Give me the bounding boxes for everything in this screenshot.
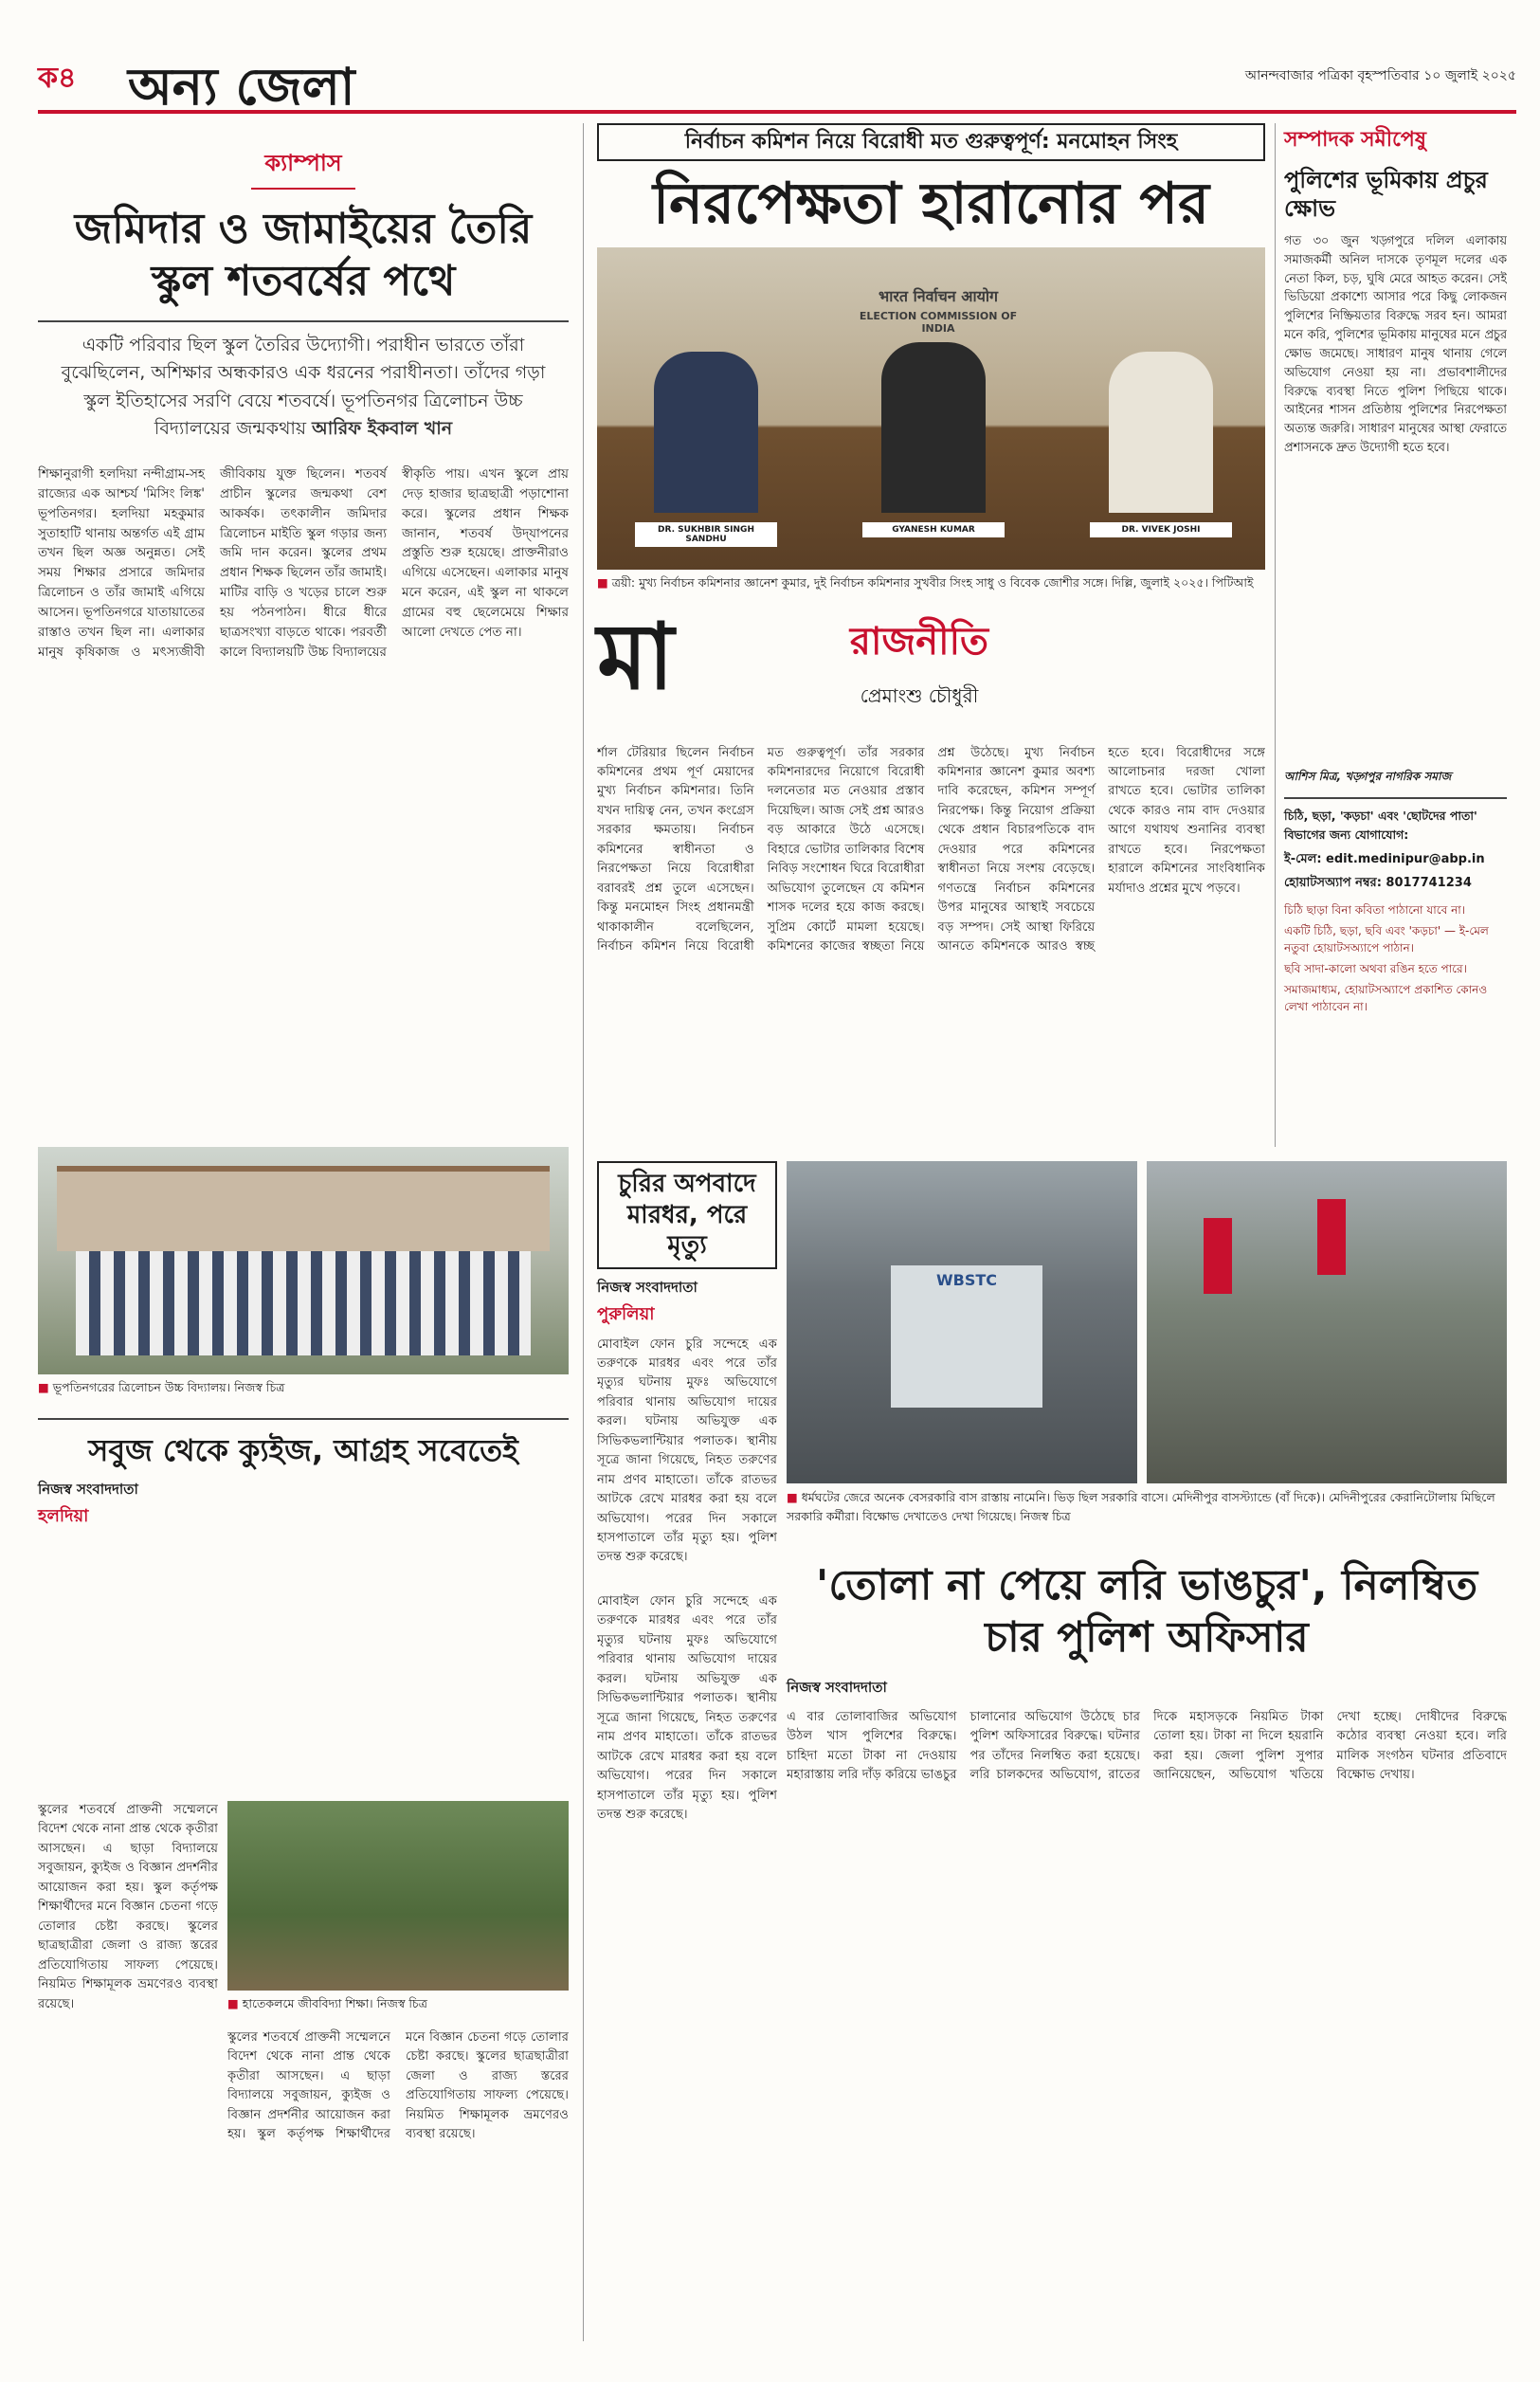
lead-kicker: নির্বাচন কমিশন নিয়ে বিরোধী মত গুরুত্বপূর্ণ: মনমোহন সিংহ	[597, 123, 1265, 161]
lorry-headline: 'তোলা না পেয়ে লরি ভাঙচুর', নিলম্বিত চার পুলিশ অফিসার	[815, 1561, 1478, 1662]
quiz-body: স্কুলের শতবর্ষে প্রাক্তনী সম্মেলনে বিদেশ থেকে নানা প্রান্ত থেকে কৃতীরা আসছেন। এ ছাড়া বিদ্যালয়ে সবুজায়ন, ক্যুইজ ও বিজ্ঞান প্রদর্শনীর আয়োজন করা হয়। স্কুল কর্তৃপক্ষ শিক্ষার্থীদের মনে বিজ্ঞান চেতনা গড়ে তোলার চেষ্টা করছে। স্কুলের ছাত্রছাত্রীরা জেলা ও রাজ্য স্তরের প্রতিযোগিতায় সাফল্য পেয়েছে। নিয়মিত শিক্ষামূলক ভ্রমণেরও ব্যবস্থা রয়েছে।	[38, 1803, 218, 2011]
lorry-story	[787, 1559, 1507, 2337]
theft-byline: নিজস্ব সংবাদদাতা	[597, 1278, 698, 1296]
letters-contact-title: চিঠি, ছড়া, 'কড়চা' এবং 'ছোটদের পাতা' বিভাগের জন্য যোগাযোগ:	[1284, 809, 1477, 842]
campus-headline: জমিদার ও জামাইয়ের তৈরি স্কুল শতবর্ষের পথে	[74, 205, 533, 305]
letters-email[interactable]: ই-মেল: edit.medinipur@abp.in	[1284, 852, 1485, 866]
nameplate-2: GYANESH KUMAR	[862, 522, 1005, 537]
letters-panel	[1284, 123, 1507, 1147]
section-title: অন্য জেলা	[128, 57, 355, 117]
theft-headline: চুরির অপবাদে মারধর, পরে মৃত্যু	[597, 1161, 777, 1269]
nameplate-1: DR. SUKHBIR SINGH SANDHU	[635, 522, 777, 547]
politics-column-box	[815, 611, 1024, 714]
letters-kicker: সম্পাদক সমীপেষু	[1284, 128, 1426, 152]
letters-body: গত ৩০ জুন খড়্গপুরে দলিল এলাকায় সমাজকর্মী অনিল দাসকে তৃণমূল দলের এক নেতা কিল, চড়, ঘুষি মেরে আহত করেন। সেই ভিডিয়ো প্রকাশ্যে আসার পরে কিছু লোকজন পুলিশের নিষ্ক্রিয়তার বিরুদ্ধে সরব হন। আমরা মনে করি, পুলিশের ভূমিকায় মানুষের মনে প্রচুর ক্ষোভ জমেছে। সাধারণ মানুষ থানায় গেলে অভিযোগ নেওয়া হয় না। প্রভাবশালীদের বিরুদ্ধে ব্যবস্থা নিতে পুলিশ পিছিয়ে থাকে। আইনের শাসন প্রতিষ্ঠায় পুলিশের নিরপেক্ষতা অত্যন্ত জরুরি। সাধারণ মানুষের আস্থা ফেরাতে প্রশাসনকে দ্রুত উদ্যোগী হতে হবে।	[1284, 234, 1507, 456]
lead-story	[597, 123, 1265, 1147]
theft-story	[597, 1161, 777, 1583]
masthead	[38, 47, 1516, 117]
letters-headline: পুলিশের ভূমিকায় প্রচুর ক্ষোভ	[1284, 167, 1488, 222]
quiz-body-cont: স্কুলের শতবর্ষে প্রাক্তনী সম্মেলনে বিদেশ থেকে নানা প্রান্ত থেকে কৃতীরা আসছেন। এ ছাড়া বিদ্যালয়ে সবুজায়ন, ক্যুইজ ও বিজ্ঞান প্রদর্শনীর আয়োজন করা হয়। স্কুল কর্তৃপক্ষ শিক্ষার্থীদের মনে বিজ্ঞান চেতনা গড়ে তোলার চেষ্টা করছে। স্কুলের ছাত্রছাত্রীরা জেলা ও রাজ্য স্তরের প্রতিযোগিতায় সাফল্য পেয়েছে। নিয়মিত শিক্ষামূলক ভ্রমণেরও ব্যবস্থা রয়েছে।	[227, 2030, 569, 2142]
campus-author: আরিফ ইকবাল খান	[312, 418, 453, 440]
campus-standfirst: একটি পরিবার ছিল স্কুল তৈরির উদ্যোগী। পরাধীন ভারতে তাঁরা বুঝেছিলেন, অশিক্ষার অন্ধকারও এক ধরনের পরাধীনতা। তাঁদের গড়া স্কুল ইতিহাসের সরণি বেয়ে শতবর্ষে। ভূপতিনগর ত্রিলোচন উচ্চ বিদ্যালয়ের জন্মকথায় আরিফ ইকবাল খান	[61, 335, 546, 440]
theft-body: মোবাইল ফোন চুরি সন্দেহে এক তরুণকে মারধর এবং পরে তাঁর মৃত্যুর ঘটনায় মুফঃ অভিযোগে পরিবার থানায় অভিযোগ দায়ের করল। ঘটনায় অভিযুক্ত এক সিভিকভলান্টিয়ার পলাতক। স্থানীয় সূত্রে জানা গিয়েছে, নিহত তরুণের নাম প্রণব মাহাতো। তাঁকে রাতভর আটকে রেখে মারধর করা হয় বলে অভিযোগ। পরের দিন সকালে হাসপাতালে তাঁর মৃত্যু হয়। পুলিশ তদন্ত শুরু করেছে।	[597, 1336, 777, 1565]
campus-kicker: ক্যাম্পাস	[251, 142, 354, 190]
quiz-photo-caption: ■ হাতেকলমে জীববিদ্যা শিক্ষা। নিজস্ব চিত্র	[227, 1996, 569, 2015]
campus-body: শিক্ষানুরাগী হলদিয়া নন্দীগ্রাম-সহ রাজ্যের এক আশ্চর্য 'মিসিং লিঙ্ক' ভূপতিনগর। হলদিয়া মহকুমার সুতাহাটি থানায় অন্তর্গত এই গ্রাম তখন ছিল অজ্ঞ অনুন্নত। সেই সময় শিক্ষার প্রসারে জমিদার ত্রিলোচন ও তাঁর জামাই এগিয়ে আসেন। ভূপতিনগরে যাতায়াতের রাস্তাও তখন ছিল না। এলাকার মানুষ কৃষিকাজ ও মৎস্যজীবী জীবিকায় যুক্ত ছিলেন। শতবর্ষ প্রাচীন স্কুলের জন্মকথা বেশ আকর্ষক। তৎকালীন জমিদার ত্রিলোচন মাইতি স্কুল গড়ার জন্য জমি দান করেন। স্কুলের প্রথম প্রধান শিক্ষক ছিলেন তাঁর জামাই। মাটির বাড়ি ও খড়ের চালে শুরু হয় পঠনপাঠন। ধীরে ধীরে ছাত্রসংখ্যা বাড়তে থাকে। পরবর্তী কালে বিদ্যালয়টি উচ্চ বিদ্যালয়ের স্বীকৃতি পায়। এখন স্কুলে প্রায় দেড় হাজার ছাত্রছাত্রী পড়াশোনা করে। স্কুলের প্রধান শিক্ষক জানান, শতবর্ষ উদ্‌যাপনের প্রস্তুতি শুরু হয়েছে। প্রাক্তনীরাও এগিয়ে এসেছেন। এলাকার মানুষ মনে করেন, এই স্কুল না থাকলে গ্রামের বহু ছেলেমেয়ে শিক্ষার আলো দেখতে পেত না।	[38, 465, 569, 661]
dateline: আনন্দবাজার পত্রিকা বৃহস্পতিবার ১০ জুলাই ২০২৫	[1244, 68, 1516, 83]
quiz-headline: সবুজ থেকে ক্যুইজ, আগ্রহ সবেতেই	[88, 1431, 518, 1468]
rally-photo	[1147, 1161, 1507, 1483]
lorry-body: এ বার তোলাবাজির অভিযোগ উঠল খাস পুলিশের বিরুদ্ধে। চাহিদা মতো টাকা না দেওয়ায় মহারাস্তায় লরি দাঁড় করিয়ে ভাঙচুর চালানোর অভিযোগ উঠেছে চার পুলিশ অফিসারের বিরুদ্ধে। ঘটনার পর তাঁদের নিলম্বিত করা হয়েছে। লরি চালকদের অভিযোগ, রাতের দিকে মহাসড়কে নিয়মিত টাকা তোলা হয়। টাকা না দিলে হয়রানি করা হয়। জেলা পুলিশ সুপার জানিয়েছেন, অভিযোগ খতিয়ে দেখা হচ্ছে। দোষীদের বিরুদ্ধে কঠোর ব্যবস্থা নেওয়া হবে। লরি মালিক সংগঠন ঘটনার প্রতিবাদে বিক্ষোভ দেখায়।	[787, 1710, 1507, 1783]
dropcap: মা	[597, 603, 675, 710]
quiz-byline: নিজস্ব সংবাদদাতা	[38, 1480, 138, 1498]
letters-note-4: সমাজমাধ্যম, হোয়াটসঅ্যাপে প্রকাশিত কোনও লেখা পাঠাবেন না।	[1284, 983, 1488, 1013]
campus-story	[38, 133, 569, 1716]
lead-photo-caption: ■ ত্রয়ী: মুখ্য নির্বাচন কমিশনার জ্ঞানেশ কুমার, দুই নির্বাচন কমিশনার সুখবীর সিংহ সাধু ও বিবেক জোশীর সঙ্গে। দিল্লি, জুলাই ২০২৫। পিটিআই	[597, 575, 1265, 594]
lead-body: র্শাল টেরিয়ার ছিলেন নির্বাচন কমিশনের প্রথম পূর্ণ মেয়াদের মুখ্য নির্বাচন কমিশনার। তিনি যখন দায়িত্ব নেন, তখন কংগ্রেস সরকার ক্ষমতায়। নির্বাচন কমিশনের স্বাধীনতা ও নিরপেক্ষতা নিয়ে বিরোধীরা বরাবরই প্রশ্ন তুলে এসেছেন। কিন্তু মনমোহন সিংহ প্রধানমন্ত্রী থাকাকালীন বলেছিলেন, নির্বাচন কমিশন নিয়ে বিরোধী মত গুরুত্বপূর্ণ। তাঁর সরকার কমিশনারদের নিয়োগে বিরোধী দলনেতার মত নেওয়ার প্রস্তাব দিয়েছিল। আজ সেই প্রশ্ন আরও বড় আকারে উঠে এসেছে। বিহারে ভোটার তালিকার বিশেষ নিবিড় সংশোধন ঘিরে বিরোধীরা অভিযোগ তুলেছেন যে কমিশন শাসক দলের হয়ে কাজ করছে। সুপ্রিম কোর্টে মামলা হয়েছে। কমিশনের কাজের স্বচ্ছতা নিয়ে প্রশ্ন উঠেছে। মুখ্য নির্বাচন কমিশনার জ্ঞানেশ কুমার অবশ্য দাবি করেছেন, কমিশন সম্পূর্ণ নিরপেক্ষ। কিন্তু নিয়োগ প্রক্রিয়া থেকে প্রধান বিচারপতিকে বাদ দেওয়ার পরে কমিশনের স্বাধীনতা নিয়ে সংশয় বেড়েছে। গণতন্ত্রে নির্বাচন কমিশনের উপর মানুষের আস্থাই সবচেয়ে বড় সম্পদ। সেই আস্থা ফিরিয়ে আনতে কমিশনকে আরও স্বচ্ছ হতে হবে। বিরোধীদের সঙ্গে আলোচনার দরজা খোলা রাখতে হবে। ভোটার তালিকা থেকে কারও নাম বাদ দেওয়ার আগে যথাযথ শুনানির ব্যবস্থা রাখতে হবে। নিরপেক্ষতা হারালে কমিশনের সাংবিধানিক মর্যাদাও প্রশ্নের মুখে পড়বে।	[597, 745, 1265, 955]
theft-place: পুরুলিয়া	[597, 1303, 655, 1324]
letters-whatsapp[interactable]: হোয়াটসঅ্যাপ নম্বর: 8017741234	[1284, 876, 1472, 890]
lead-headline: নিরপেক্ষতা হারানোর পর	[652, 170, 1209, 237]
page-number: ক৪	[38, 62, 77, 95]
eci-sign-english: ELECTION COMMISSION OF INDIA	[859, 309, 1018, 335]
column-author: প্রেমাংশু চৌধুরী	[860, 683, 979, 707]
bus-sign: WBSTC	[891, 1265, 1042, 1408]
lorry-byline: নিজস্ব সংবাদদাতা	[787, 1679, 887, 1696]
bus-photo-caption: ■ ধর্মঘটের জেরে অনেক বেসরকারি বাস রাস্তায় নামেনি। ভিড় ছিল সরকারি বাসে। মেদিনীপুর বাসস্ট্যান্ডে (বাঁ দিকে)। মেদিনীপুরের কেরানিটোলায় মিছিলে সরকারি কর্মীরা। বিক্ষোভ দেখাতেও দেখা গিয়েছে। নিজস্ব চিত্র	[787, 1490, 1507, 1528]
letters-signature: আশিস মিত্র, খড়্গপুর নাগরিক সমাজ	[1284, 770, 1452, 783]
letters-note-3: ছবি সাদা-কালো অথবা রঙিন হতে পারে।	[1284, 962, 1467, 975]
quiz-photo	[227, 1801, 569, 1991]
campus-photo-caption: ■ ভূপতিনগরের ত্রিলোচন উচ্চ বিদ্যালয়। নিজস্ব চিত্র	[38, 1380, 569, 1399]
bus-stand-photo	[787, 1161, 1137, 1483]
quiz-place: হলদিয়া	[38, 1505, 89, 1526]
letters-note-2: একটি চিঠি, ছড়া, ছবি এবং 'কড়চা' — ই-মেল নতুবা হোয়াটসঅ্যাপে পাঠান।	[1284, 924, 1489, 955]
letters-note-1: চিঠি ছাড়া বিনা কবিতা পাঠানো যাবে না।	[1284, 903, 1465, 917]
campus-school-photo	[38, 1147, 569, 1374]
theft-body-cont: মোবাইল ফোন চুরি সন্দেহে এক তরুণকে মারধর এবং পরে তাঁর মৃত্যুর ঘটনায় মুফঃ অভিযোগে পরিবার থানায় অভিযোগ দায়ের করল। ঘটনায় অভিযুক্ত এক সিভিকভলান্টিয়ার পলাতক। স্থানীয় সূত্রে জানা গিয়েছে, নিহত তরুণের নাম প্রণব মাহাতো। তাঁকে রাতভর আটকে রেখে মারধর করা হয় বলে অভিযোগ। পরের দিন সকালে হাসপাতালে তাঁর মৃত্যু হয়। পুলিশ তদন্ত শুরু করেছে।	[597, 1594, 777, 1822]
lead-photo	[597, 247, 1265, 570]
nameplate-3: DR. VIVEK JOSHI	[1090, 522, 1232, 537]
column-label: রাজনীতি	[849, 619, 989, 664]
eci-sign-hindi: भारत निर्वाचन आयोग	[878, 286, 999, 305]
